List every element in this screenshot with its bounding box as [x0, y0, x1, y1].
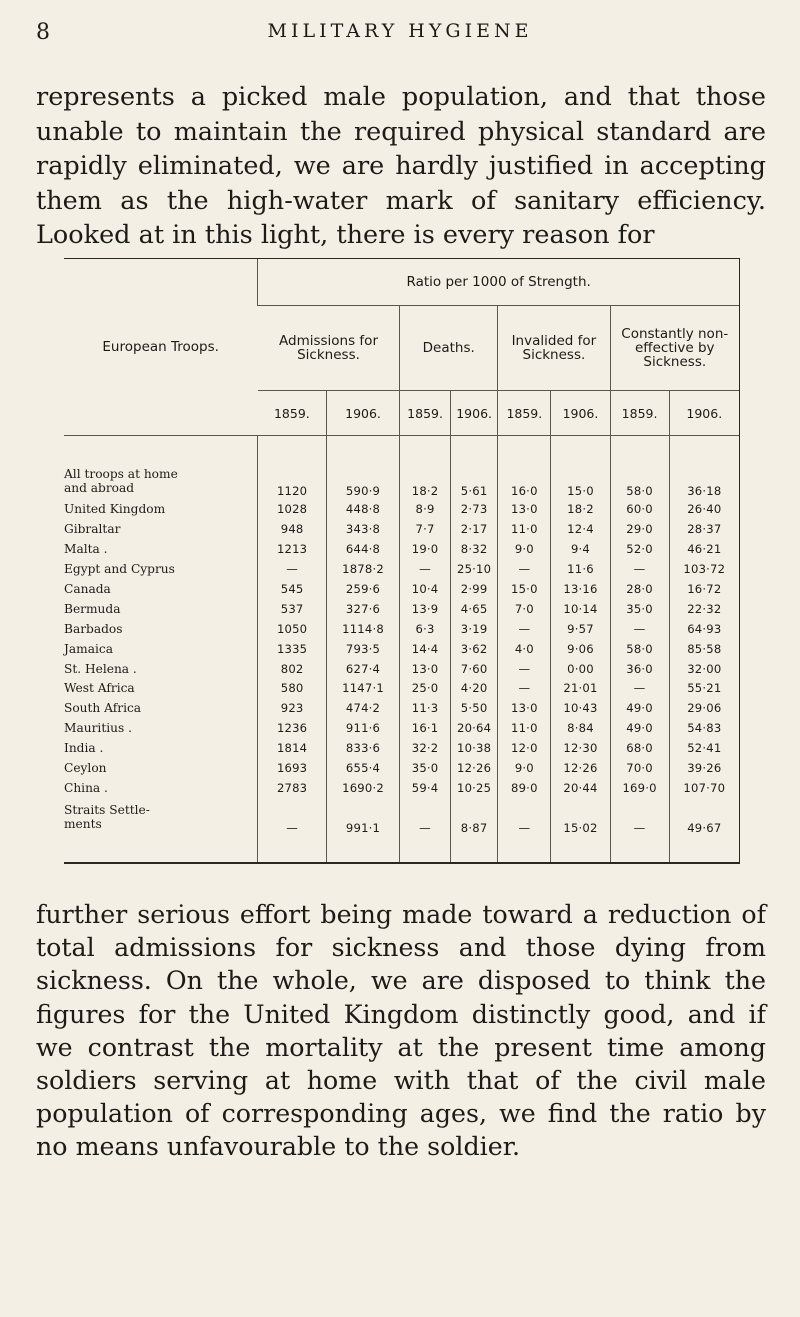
table-cell: 22·32 [669, 599, 739, 619]
table-cell: 49·0 [610, 699, 669, 719]
row-label [64, 739, 258, 759]
stats-table [64, 259, 739, 862]
table-cell: 36·0 [610, 659, 669, 679]
table-cell: 1236 [258, 719, 327, 739]
ratio-header: Ratio per 1000 of Strength. [258, 259, 739, 306]
row-label-line: Bermuda [64, 601, 121, 616]
table-cell: 12·0 [498, 739, 551, 759]
table-cell: 25·10 [450, 559, 497, 579]
year-header: 1906. [450, 391, 497, 436]
table-cell: 802 [258, 659, 327, 679]
table-cell: 9·57 [551, 619, 610, 639]
table-cell: — [610, 619, 669, 639]
table-cell: 20·64 [450, 719, 497, 739]
table-cell: 923 [258, 699, 327, 719]
row-label-line: South Africa [64, 701, 142, 716]
group-header-invalided: Invalided for Sickness. [498, 306, 610, 391]
table-cell: 107·70 [669, 779, 739, 799]
table-cell: 70·0 [610, 759, 669, 779]
table-row [64, 519, 739, 539]
table-cell: 35·0 [400, 759, 451, 779]
table-row [64, 559, 739, 579]
table-row [64, 579, 739, 599]
table-cell: 4·65 [450, 599, 497, 619]
year-header: 1906. [326, 391, 399, 436]
table-cell: 29·06 [669, 699, 739, 719]
group-header-non-effective: Constantly non-effective by Sickness. [610, 306, 739, 391]
table-cell: — [610, 559, 669, 579]
row-label [64, 639, 258, 659]
year-header: 1859. [610, 391, 669, 436]
table-cell: 54·83 [669, 719, 739, 739]
table-cell: 1147·1 [326, 679, 399, 699]
table-cell: 627·4 [326, 659, 399, 679]
table-cell: 28·37 [669, 519, 739, 539]
row-label-line: Ceylon [64, 761, 107, 776]
row-label-line: Egypt and Cyprus [64, 561, 175, 576]
table-cell: 8·84 [551, 719, 610, 739]
table-cell: 8·32 [450, 539, 497, 559]
table-cell: 537 [258, 599, 327, 619]
row-label [64, 599, 258, 619]
column-header-european-troops: European Troops. [64, 259, 258, 436]
table-cell: 8·9 [400, 499, 451, 519]
row-label-line: Straits Settle- [64, 803, 150, 818]
table-row [64, 799, 739, 836]
table-cell: — [258, 559, 327, 579]
table-cell: 15·0 [498, 579, 551, 599]
table-row [64, 779, 739, 799]
table-cell: 89·0 [498, 779, 551, 799]
row-label [64, 462, 258, 499]
table-cell: 29·0 [610, 519, 669, 539]
table-row [64, 462, 739, 499]
table-cell: 10·25 [450, 779, 497, 799]
year-header: 1859. [498, 391, 551, 436]
page-header [36, 20, 764, 50]
table-cell: 590·9 [326, 462, 399, 499]
row-label [64, 559, 258, 579]
table-cell: — [498, 799, 551, 836]
table-cell: 52·41 [669, 739, 739, 759]
spacer-row [64, 436, 739, 463]
row-label [64, 499, 258, 519]
row-label-line: Gibraltar [64, 521, 121, 536]
table-cell: 9·0 [498, 539, 551, 559]
table-cell: — [400, 559, 451, 579]
table-cell: 14·4 [400, 639, 451, 659]
year-header: 1859. [258, 391, 327, 436]
table-cell: 833·6 [326, 739, 399, 759]
row-label [64, 539, 258, 559]
sickness-ratio-table [64, 258, 740, 864]
table-cell: 4·0 [498, 639, 551, 659]
row-label-line: United Kingdom [64, 501, 166, 516]
table-cell: 8·87 [450, 799, 497, 836]
spacer-row [64, 836, 739, 862]
row-label-line: ments [64, 817, 102, 832]
row-label [64, 799, 258, 836]
table-cell: 580 [258, 679, 327, 699]
table-cell: 1120 [258, 462, 327, 499]
table-row [64, 599, 739, 619]
table-row [64, 739, 739, 759]
table-row [64, 539, 739, 559]
group-header-deaths: Deaths. [400, 306, 498, 391]
table-cell: 10·14 [551, 599, 610, 619]
table-cell: 49·0 [610, 719, 669, 739]
table-cell: 12·26 [450, 759, 497, 779]
row-label-line: China . [64, 781, 108, 796]
table-cell: — [498, 659, 551, 679]
table-cell: 11·6 [551, 559, 610, 579]
table-cell: 2·99 [450, 579, 497, 599]
table-row [64, 499, 739, 519]
row-label [64, 699, 258, 719]
table-cell: 103·72 [669, 559, 739, 579]
table-cell: 35·0 [610, 599, 669, 619]
table-cell: 60·0 [610, 499, 669, 519]
table-cell: 9·0 [498, 759, 551, 779]
table-row [64, 719, 739, 739]
table-cell: 5·50 [450, 699, 497, 719]
table-cell: 58·0 [610, 639, 669, 659]
table-cell: 19·0 [400, 539, 451, 559]
row-label [64, 619, 258, 639]
paragraph-bottom: further serious effort being made toward a reduction of total admissions for sickness and those dying from sickness. On the whole, we are disposed to think the figures for the United Kingdom distinctly good, and if we contrast the mortality at the present time among soldiers serving at home with that of the civil male population of corresponding ages, we find the ratio by no means unfavourable to the soldier. [36, 900, 766, 1162]
table-cell: 6·3 [400, 619, 451, 639]
table-cell: 1213 [258, 539, 327, 559]
table-cell: 1114·8 [326, 619, 399, 639]
row-label-line: Jamaica [64, 641, 113, 656]
table-cell: — [498, 679, 551, 699]
table-cell: 13·0 [400, 659, 451, 679]
group-header-admissions: Admissions for Sickness. [258, 306, 400, 391]
table-cell: — [610, 799, 669, 836]
table-cell: 4·20 [450, 679, 497, 699]
table-row [64, 659, 739, 679]
table-cell: 28·0 [610, 579, 669, 599]
row-label-line: All troops at home [64, 466, 178, 481]
table-cell: 2·73 [450, 499, 497, 519]
table-row [64, 639, 739, 659]
table-cell: 545 [258, 579, 327, 599]
table-cell: 911·6 [326, 719, 399, 739]
row-label [64, 579, 258, 599]
table-cell: 259·6 [326, 579, 399, 599]
table-cell: 12·26 [551, 759, 610, 779]
table-cell: — [498, 559, 551, 579]
page-number: 8 [36, 20, 51, 45]
table-cell: 46·21 [669, 539, 739, 559]
row-label [64, 519, 258, 539]
table-cell: 0·00 [551, 659, 610, 679]
table-cell: 2783 [258, 779, 327, 799]
year-header: 1906. [669, 391, 739, 436]
table-cell: 644·8 [326, 539, 399, 559]
table-cell: 68·0 [610, 739, 669, 759]
table-cell: — [610, 679, 669, 699]
table-cell: 32·00 [669, 659, 739, 679]
row-label-line: and abroad [64, 480, 135, 495]
table-row [64, 679, 739, 699]
table-cell: 18·2 [551, 499, 610, 519]
table-cell: 20·44 [551, 779, 610, 799]
table-cell: 11·0 [498, 519, 551, 539]
row-label-line: Malta . [64, 541, 108, 556]
table-cell: 49·67 [669, 799, 739, 836]
table-cell: 327·6 [326, 599, 399, 619]
table-cell: 9·4 [551, 539, 610, 559]
row-label-line: India . [64, 741, 104, 756]
table-cell: 59·4 [400, 779, 451, 799]
table-cell: 10·43 [551, 699, 610, 719]
table-cell: 9·06 [551, 639, 610, 659]
table-cell: 3·19 [450, 619, 497, 639]
table-cell: 36·18 [669, 462, 739, 499]
table-cell: 991·1 [326, 799, 399, 836]
table-body [64, 436, 739, 863]
row-label-line: St. Helena . [64, 661, 137, 676]
table-cell: 58·0 [610, 462, 669, 499]
table-cell: 1050 [258, 619, 327, 639]
table-cell: 11·0 [498, 719, 551, 739]
paragraph-top: represents a picked male population, and that those unable to maintain the required physical standard are rapidly eliminated, we are hardly justified in accepting them as the high-water mark of sanitary efficiency. Looked at in this light, there is every reason for [36, 82, 766, 250]
table-cell: 7·0 [498, 599, 551, 619]
table-cell: 13·16 [551, 579, 610, 599]
table-cell: 13·0 [498, 499, 551, 519]
row-label [64, 679, 258, 699]
row-label-line: Barbados [64, 621, 123, 636]
table-cell: 21·01 [551, 679, 610, 699]
table-cell: 39·26 [669, 759, 739, 779]
row-label-line: West Africa [64, 681, 135, 696]
table-row [64, 699, 739, 719]
table-cell: 32·2 [400, 739, 451, 759]
row-label [64, 759, 258, 779]
row-label-line: Canada [64, 581, 111, 596]
table-cell: 11·3 [400, 699, 451, 719]
table-cell: 10·4 [400, 579, 451, 599]
year-header: 1906. [551, 391, 610, 436]
table-cell: 1814 [258, 739, 327, 759]
table-cell: 1690·2 [326, 779, 399, 799]
table-cell: 1693 [258, 759, 327, 779]
table-cell: 169·0 [610, 779, 669, 799]
table-cell: 1335 [258, 639, 327, 659]
table-cell: 12·30 [551, 739, 610, 759]
table-cell: 64·93 [669, 619, 739, 639]
table-cell: 12·4 [551, 519, 610, 539]
table-cell: 343·8 [326, 519, 399, 539]
table-cell: 655·4 [326, 759, 399, 779]
table-cell: — [258, 799, 327, 836]
row-label [64, 779, 258, 799]
table-cell: 26·40 [669, 499, 739, 519]
table-cell: 85·58 [669, 639, 739, 659]
table-cell: — [400, 799, 451, 836]
table-cell: 448·8 [326, 499, 399, 519]
table-cell: — [498, 619, 551, 639]
table-cell: 5·61 [450, 462, 497, 499]
table-cell: 13·9 [400, 599, 451, 619]
table-cell: 948 [258, 519, 327, 539]
table-cell: 15·02 [551, 799, 610, 836]
table-cell: 1878·2 [326, 559, 399, 579]
table-cell: 10·38 [450, 739, 497, 759]
table-cell: 793·5 [326, 639, 399, 659]
table-row [64, 619, 739, 639]
table-cell: 2·17 [450, 519, 497, 539]
table-cell: 3·62 [450, 639, 497, 659]
table-cell: 25·0 [400, 679, 451, 699]
table-cell: 16·1 [400, 719, 451, 739]
table-cell: 13·0 [498, 699, 551, 719]
table-cell: 16·0 [498, 462, 551, 499]
table-cell: 474·2 [326, 699, 399, 719]
table-cell: 18·2 [400, 462, 451, 499]
year-header: 1859. [400, 391, 451, 436]
table-cell: 15·0 [551, 462, 610, 499]
table-cell: 1028 [258, 499, 327, 519]
table-row [64, 759, 739, 779]
row-label [64, 659, 258, 679]
table-cell: 7·7 [400, 519, 451, 539]
running-head: MILITARY HYGIENE [267, 20, 533, 42]
table-cell: 52·0 [610, 539, 669, 559]
table-cell: 55·21 [669, 679, 739, 699]
table-cell: 7·60 [450, 659, 497, 679]
row-label-line: Mauritius . [64, 721, 132, 736]
table-cell: 16·72 [669, 579, 739, 599]
row-label [64, 719, 258, 739]
